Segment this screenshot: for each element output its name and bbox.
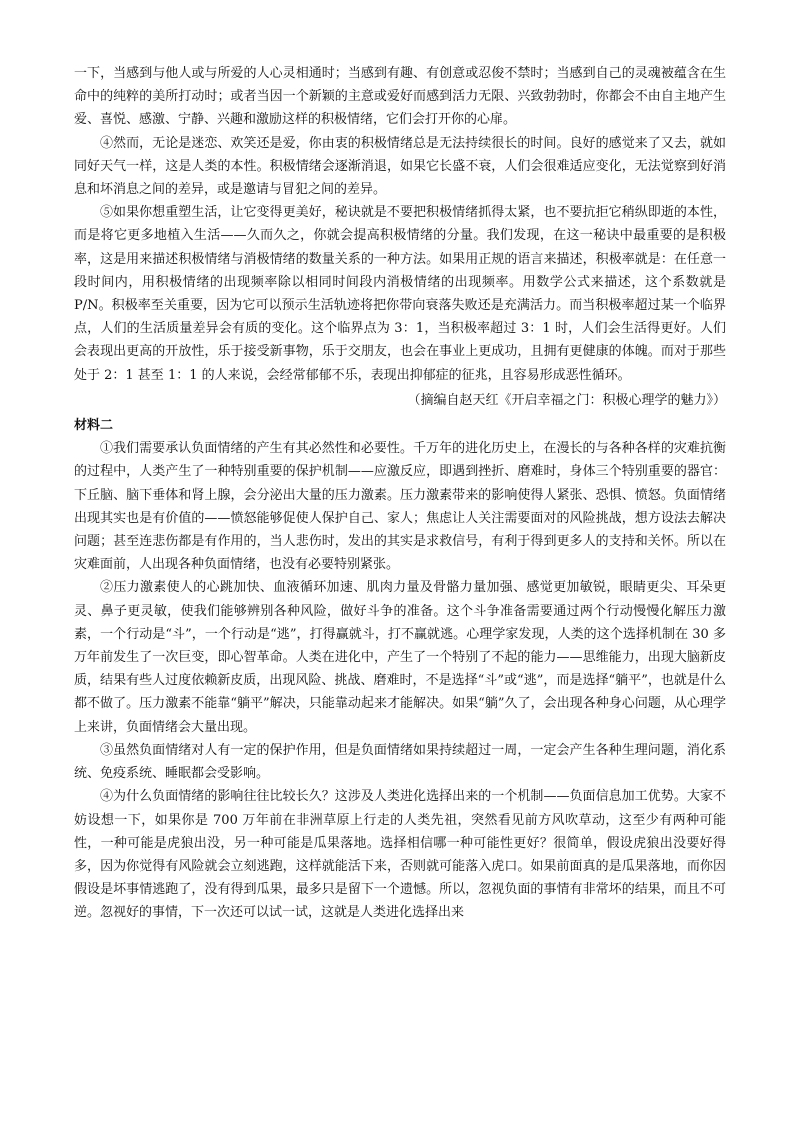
document-page xyxy=(74,62,726,925)
material2-paragraph-3: ③虽然负面情绪对人有一定的保护作用，但是负面情绪如果持续超过一周，一定会产生各种生理问题，消化系统、免疫系统、睡眠都会受影响。 xyxy=(74,742,726,782)
material1-paragraph-5: ⑤如果你想重塑生活，让它变得更美好，秘诀就是不要把积极情绪抓得太紧，也不要抗拒它稍纵即逝的本性，而是将它更多地植入生活——久而久之，你就会提高积极情绪的分量。我们发现，在这一秘诀中最重要的是积极率，这是用来描述积极情绪与消极情绪的数量关系的一种方法。如果用正规的语言来描述，积极率就是：在任意一段时间内，用积极情绪的出现频率除以相同时间段内消极情绪的出现频率。用数学公式来描述，这个系数就是 P/N。积极率至关重要，因为它可以预示生活轨迹将把你带向衰落失败还是充满活力。而当积极率超过某一个临界点，人们的生活质量差异会有质的变化。这个临界点为 3：1，当积极率超过 3：1 时，人们会生活得更好。人们会表现出更高的开放性，乐于接受新事物，乐于交朋友，也会在事业上更成功，且拥有更健康的体魄。而对于那些处于 2：1 甚至 1：1 的人来说，会经常郁郁不乐，表现出抑郁症的征兆，且容易形成恶性循环。 xyxy=(74,205,726,383)
material1-paragraph-4: ④然而，无论是迷恋、欢笑还是爱，你由衷的积极情绪总是无法持续很长的时间。良好的感觉来了又去，就如同好天气一样，这是人类的本性。积极情绪会逐渐消退，如果它长盛不衰，人们会很难适应变化，无法觉察到好消息和坏消息之间的差异，或是邀请与冒犯之间的差异。 xyxy=(74,135,726,198)
material2-heading: 材料二 xyxy=(74,418,114,434)
material2-paragraph-2: ②压力激素使人的心跳加快、血液循环加速、肌肉力量及骨骼力量加强、感觉更加敏锐，眼睛更尖、耳朵更灵、鼻子更灵敏，使我们能够辨别各种风险，做好斗争的准备。这个斗争准备需要通过两个行动慢慢化解压力激素，一个行动是“斗”，一个行动是“逃”，打得赢就斗，打不赢就逃。心理学家发现，人类的这个选择机制在 30 多万年前发生了一次巨变，即心智革命。人类在进化中，产生了一个特别了不起的能力——思维能力，出现大脑新皮质，结果有些人过度依赖新皮质，出现风险、挑战、磨难时，不是选择“斗”或“逃”，而是选择“躺平”，也就是什么都不做了。压力激素不能靠“躺平”解决，只能靠动起来才能解决。如果“躺”久了，会出现各种身心问题，从心理学上来讲，负面情绪会大量出现。 xyxy=(74,580,726,735)
material1-source-citation: （摘编自赵天红《开启幸福之门：积极心理学的魅力》） xyxy=(407,392,726,408)
material2-paragraph-4: ④为什么负面情绪的影响往往比较长久？这涉及人类进化选择出来的一个机制——负面信息加工优势。大家不妨设想一下，如果你是 700 万年前在非洲草原上行走的人类先祖，突然看见前方风吹草动，这至少有两种可能性，一种可能是虎狼出没，另一种可能是瓜果落地。选择相信哪一种可能性更好？很简单，假设虎狼出没要好得多，因为你觉得有风险就会立刻逃跑，这样就能活下来，否则就可能落入虎口。如果前面真的是瓜果落地，而你因假设是坏事情逃跑了，没有得到瓜果，最多只是留下一个遗憾。所以，忽视负面的事情有非常坏的结果，而且不可逆。忽视好的事情，下一次还可以试一试，这就是人类进化选择出来 xyxy=(74,789,726,921)
material1-paragraph-continued: 一下，当感到与他人或与所爱的人心灵相通时；当感到有趣、有创意或忍俊不禁时；当感到自己的灵魂被蕴含在生命中的纯粹的美所打动时；或者当因一个新颖的主意或爱好而感到活力无限、兴致勃勃时，你都会不由自主地产生爱、喜悦、感激、宁静、兴趣和激励这样的积极情绪，它们会打开你的心扉。 xyxy=(74,66,726,128)
material2-paragraph-1: ①我们需要承认负面情绪的产生有其必然性和必要性。千万年的进化历史上，在漫长的与各种各样的灾难抗衡的过程中，人类产生了一种特别重要的保护机制——应激反应，即遇到挫折、磨难时，身体三个特别重要的器官：下丘脑、脑下垂体和肾上腺，会分泌出大量的压力激素。压力激素带来的影响使得人紧张、恐惧、愤怒。负面情绪出现其实也是有价值的——愤怒能够促使人保护自己、家人；焦虑让人关注需要面对的风险挑战，想方设法去解决问题；甚至连悲伤都是有作用的，当人悲伤时，发出的其实是求救信号，有利于得到更多人的支持和关怀。所以在灾难面前，人出现各种负面情绪，也没有必要特别紧张。 xyxy=(74,441,726,573)
